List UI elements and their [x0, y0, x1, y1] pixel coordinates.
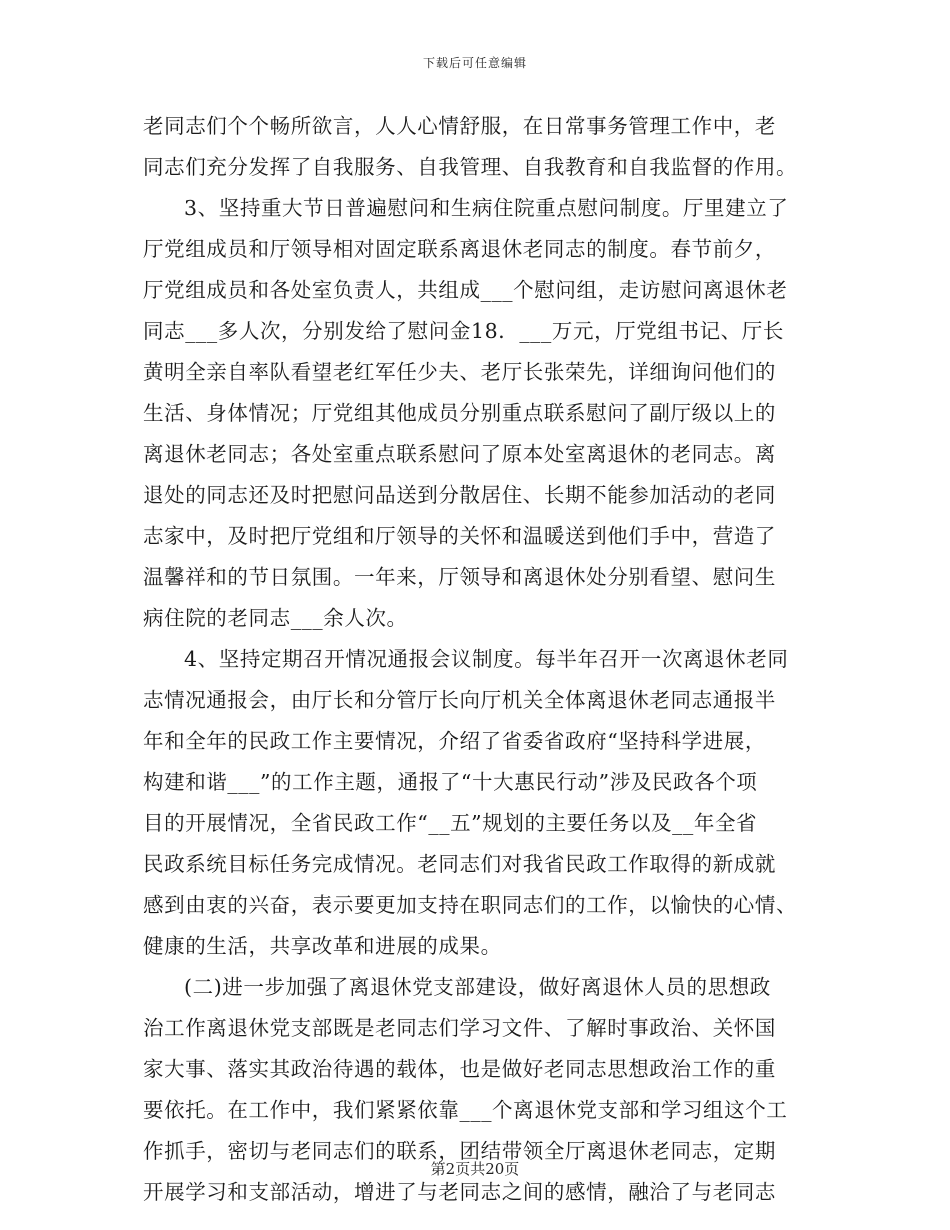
body-line: 志情况通报会，由厅长和分管厅长向厅机关全体离退休老同志通报半 [143, 688, 776, 712]
body-line: 年和全年的民政工作主要情况，介绍了省委省政府“坚持科学进展， [143, 729, 766, 753]
body-line: 退处的同志还及时把慰问品送到分散居住、长期不能参加活动的老同 [143, 483, 776, 507]
body-line: 民政系统目标任务完成情况。老同志们对我省民政工作取得的新成就 [143, 852, 776, 876]
body-line: 作抓手，密切与老同志们的联系，团结带领全厅离退休老同志，定期 [143, 1139, 776, 1163]
body-line: 志家中，及时把厅党组和厅领导的关怀和温暖送到他们手中，营造了 [143, 524, 776, 548]
body-line: 感到由衷的兴奋，表示要更加支持在职同志们的工作，以愉快的心情、 [143, 893, 798, 917]
body-line: 要依托。在工作中，我们紧紧依靠___个离退休党支部和学习组这个工 [143, 1098, 788, 1122]
body-line: 黄明全亲自率队看望老红军任少夫、老厅长张荣先，详细询问他们的 [143, 360, 776, 384]
body-line: 治工作离退休党支部既是老同志们学习文件、了解时事政治、关怀国 [143, 1016, 776, 1040]
page-header: 下载后可任意编辑 [422, 56, 527, 70]
body-line: 厅党组成员和厅领导相对固定联系离退休老同志的制度。春节前夕， [143, 237, 776, 261]
body-line: 构建和谐___”的工作主题，通报了“十大惠民行动”涉及民政各个项 [143, 770, 758, 794]
body-line: 同志们充分发挥了自我服务、自我管理、自我教育和自我监督的作用。 [143, 155, 798, 179]
body-line: 温馨祥和的节日氛围。一年来，厅领导和离退休处分别看望、慰问生 [143, 565, 776, 589]
body-line: 病住院的老同志___余人次。 [143, 606, 408, 630]
paragraph-start-line: (二)进一步加强了离退休党支部建设，做好离退休人员的思想政 [184, 975, 771, 999]
body-line: 开展学习和支部活动，增进了与老同志之间的感情，融洽了与老同志 [143, 1180, 776, 1204]
body-line: 健康的生活，共享改革和进展的成果。 [143, 934, 502, 958]
body-line: 同志___多人次，分别发给了慰问金18．___万元，厅党组书记、厅长 [143, 319, 784, 343]
body-line: 离退休老同志；各处室重点联系慰问了原本处室离退休的老同志。离 [143, 442, 776, 466]
body-line: 生活、身体情况；厅党组其他成员分别重点联系慰问了副厅级以上的 [143, 401, 776, 425]
page-number: 第2页共20页 [430, 1160, 520, 1178]
paragraph-start-line: 4、坚持定期召开情况通报会议制度。每半年召开一次离退休老同 [184, 647, 789, 671]
body-line: 老同志们个个畅所欲言，人人心情舒服，在日常事务管理工作中，老 [143, 114, 776, 138]
document-body [143, 106, 803, 1213]
body-line: 厅党组成员和各处室负责人，共组成___个慰问组，走访慰问离退休老 [143, 278, 788, 302]
body-line: 家大事、落实其政治待遇的载体，也是做好老同志思想政治工作的重 [143, 1057, 776, 1081]
paragraph-start-line: 3、坚持重大节日普遍慰问和生病住院重点慰问制度。厅里建立了 [184, 196, 789, 220]
body-line: 目的开展情况，全省民政工作“__五”规划的主要任务以及__年全省 [143, 811, 758, 835]
